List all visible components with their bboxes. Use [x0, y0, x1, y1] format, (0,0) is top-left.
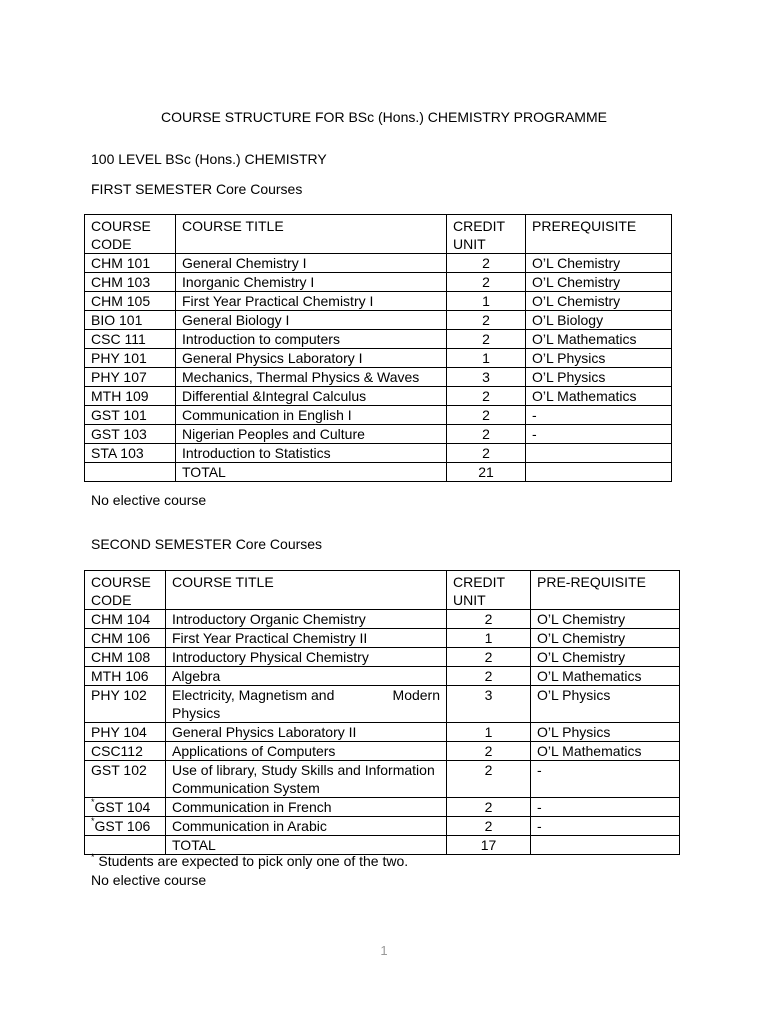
- course-code: CHM 101: [85, 254, 176, 273]
- table-row: [85, 330, 672, 349]
- credit-unit: 2: [447, 667, 531, 686]
- course-title: Introduction to Statistics: [176, 444, 447, 463]
- course-code: [85, 798, 166, 817]
- header-prerequisite: PREREQUISITE: [526, 215, 672, 254]
- course-code: PHY 101: [85, 349, 176, 368]
- prerequisite: O’L Physics: [526, 368, 672, 387]
- course-code: CSC 111: [85, 330, 176, 349]
- total-empty-cell: [85, 463, 176, 482]
- course-title: General Physics Laboratory II: [166, 723, 447, 742]
- prerequisite: [526, 444, 672, 463]
- credit-unit: 2: [447, 330, 526, 349]
- credit-unit: 1: [447, 349, 526, 368]
- prerequisite: O’L Physics: [526, 349, 672, 368]
- header-course-code: COURSE CODE: [85, 215, 176, 254]
- prerequisite: O’L Chemistry: [531, 629, 680, 648]
- course-title: Communication in French: [166, 798, 447, 817]
- prerequisite: O’L Mathematics: [531, 667, 680, 686]
- course-title: Communication in Arabic: [166, 817, 447, 836]
- course-title: Introductory Organic Chemistry: [166, 610, 447, 629]
- course-title: Introduction to computers: [176, 330, 447, 349]
- total-label: TOTAL: [176, 463, 447, 482]
- header-course-title: COURSE TITLE: [176, 215, 447, 254]
- total-row: [85, 836, 680, 855]
- table-row: [85, 387, 672, 406]
- course-title: Mechanics, Thermal Physics & Waves: [176, 368, 447, 387]
- table-row: [85, 368, 672, 387]
- course-code: PHY 104: [85, 723, 166, 742]
- credit-unit: 2: [447, 610, 531, 629]
- table-row: [85, 425, 672, 444]
- course-code: BIO 101: [85, 311, 176, 330]
- course-code-text: GST 104: [94, 799, 151, 815]
- no-elective-note: No elective course: [91, 872, 207, 888]
- total-row: [85, 463, 672, 482]
- footnote: [91, 853, 408, 869]
- total-empty-cell: [526, 463, 672, 482]
- prerequisite: O’L Chemistry: [526, 254, 672, 273]
- course-title: General Chemistry I: [176, 254, 447, 273]
- course-title: Applications of Computers: [166, 742, 447, 761]
- header-credit-unit: CREDIT UNIT: [447, 571, 531, 610]
- course-code: GST 101: [85, 406, 176, 425]
- table-row: [85, 667, 680, 686]
- credit-unit: 2: [447, 425, 526, 444]
- prerequisite: O’L Chemistry: [526, 273, 672, 292]
- table-row: [85, 761, 680, 798]
- total-value: 17: [447, 836, 531, 855]
- course-title: Use of library, Study Skills and Information Communication System: [166, 761, 447, 798]
- prerequisite: -: [526, 425, 672, 444]
- course-code: MTH 106: [85, 667, 166, 686]
- prerequisite: O’L Physics: [531, 723, 680, 742]
- credit-unit: 2: [447, 798, 531, 817]
- course-title: General Biology I: [176, 311, 447, 330]
- prerequisite: O’L Biology: [526, 311, 672, 330]
- total-value: 21: [447, 463, 526, 482]
- table-header-row: [85, 571, 680, 610]
- credit-unit: 2: [447, 817, 531, 836]
- header-course-code: COURSE CODE: [85, 571, 166, 610]
- prerequisite: O’L Mathematics: [526, 330, 672, 349]
- prerequisite: O’L Chemistry: [526, 292, 672, 311]
- course-title-part: Electricity, Magnetism and: [172, 687, 335, 703]
- prerequisite: -: [526, 406, 672, 425]
- course-title-part: Physics: [172, 705, 221, 721]
- course-code: CHM 108: [85, 648, 166, 667]
- course-code: CHM 105: [85, 292, 176, 311]
- prerequisite: O’L Physics: [531, 686, 680, 723]
- credit-unit: 2: [447, 761, 531, 798]
- course-title: Introductory Physical Chemistry: [166, 648, 447, 667]
- table-row: [85, 311, 672, 330]
- table-row: [85, 817, 680, 836]
- first-semester-table: [84, 214, 672, 482]
- credit-unit: 3: [447, 686, 531, 723]
- course-title: [166, 686, 447, 723]
- prerequisite: O’L Chemistry: [531, 648, 680, 667]
- credit-unit: 1: [447, 292, 526, 311]
- course-title: General Physics Laboratory I: [176, 349, 447, 368]
- page-number: 1: [380, 943, 388, 958]
- prerequisite: -: [531, 817, 680, 836]
- prerequisite: O’L Chemistry: [531, 610, 680, 629]
- second-semester-heading: SECOND SEMESTER Core Courses: [91, 536, 323, 552]
- course-title-part: Modern: [392, 687, 440, 703]
- course-code: [85, 817, 166, 836]
- course-code: CSC112: [85, 742, 166, 761]
- course-code-text: GST 106: [94, 818, 151, 834]
- footnote-marker: *: [91, 852, 95, 862]
- first-semester-heading: FIRST SEMESTER Core Courses: [91, 181, 303, 197]
- footnote-marker: *: [91, 816, 95, 826]
- table-row: [85, 686, 680, 723]
- table-row: [85, 798, 680, 817]
- table-row: [85, 406, 672, 425]
- course-title: First Year Practical Chemistry II: [166, 629, 447, 648]
- table-header-row: [85, 215, 672, 254]
- course-code: MTH 109: [85, 387, 176, 406]
- credit-unit: 2: [447, 311, 526, 330]
- credit-unit: 2: [447, 273, 526, 292]
- course-title: Communication in English I: [176, 406, 447, 425]
- header-course-title: COURSE TITLE: [166, 571, 447, 610]
- credit-unit: 2: [447, 648, 531, 667]
- table-row: [85, 254, 672, 273]
- table-row: [85, 742, 680, 761]
- prerequisite: -: [531, 761, 680, 798]
- course-code: CHM 106: [85, 629, 166, 648]
- course-title: Algebra: [166, 667, 447, 686]
- footnote-text: Students are expected to pick only one of the two.: [94, 853, 409, 869]
- credit-unit: 2: [447, 387, 526, 406]
- course-title: First Year Practical Chemistry I: [176, 292, 447, 311]
- credit-unit: 3: [447, 368, 526, 387]
- table-row: [85, 273, 672, 292]
- course-code: CHM 104: [85, 610, 166, 629]
- table-row: [85, 629, 680, 648]
- credit-unit: 2: [447, 742, 531, 761]
- total-empty-cell: [531, 836, 680, 855]
- course-title: Inorganic Chemistry I: [176, 273, 447, 292]
- course-code: GST 102: [85, 761, 166, 798]
- table-row: [85, 648, 680, 667]
- course-code: GST 103: [85, 425, 176, 444]
- course-code: PHY 107: [85, 368, 176, 387]
- table-row: [85, 292, 672, 311]
- table-row: [85, 349, 672, 368]
- total-empty-cell: [85, 836, 166, 855]
- prerequisite: O’L Mathematics: [531, 742, 680, 761]
- table-row: [85, 723, 680, 742]
- course-title: Nigerian Peoples and Culture: [176, 425, 447, 444]
- credit-unit: 1: [447, 629, 531, 648]
- header-credit-unit: CREDIT UNIT: [447, 215, 526, 254]
- prerequisite: -: [531, 798, 680, 817]
- second-semester-table: [84, 570, 680, 855]
- table-row: [85, 444, 672, 463]
- total-label: TOTAL: [166, 836, 447, 855]
- table-row: [85, 610, 680, 629]
- course-code: PHY 102: [85, 686, 166, 723]
- header-prerequisite: PRE-REQUISITE: [531, 571, 680, 610]
- course-code: CHM 103: [85, 273, 176, 292]
- credit-unit: 1: [447, 723, 531, 742]
- footnote-marker: *: [91, 797, 95, 807]
- credit-unit: 2: [447, 406, 526, 425]
- course-code: STA 103: [85, 444, 176, 463]
- document-title: COURSE STRUCTURE FOR BSc (Hons.) CHEMISTRY PROGRAMME: [161, 109, 607, 125]
- credit-unit: 2: [447, 444, 526, 463]
- no-elective-note: No elective course: [91, 492, 207, 508]
- prerequisite: O’L Mathematics: [526, 387, 672, 406]
- credit-unit: 2: [447, 254, 526, 273]
- level-heading: 100 LEVEL BSc (Hons.) CHEMISTRY: [91, 151, 327, 167]
- course-title: Differential &Integral Calculus: [176, 387, 447, 406]
